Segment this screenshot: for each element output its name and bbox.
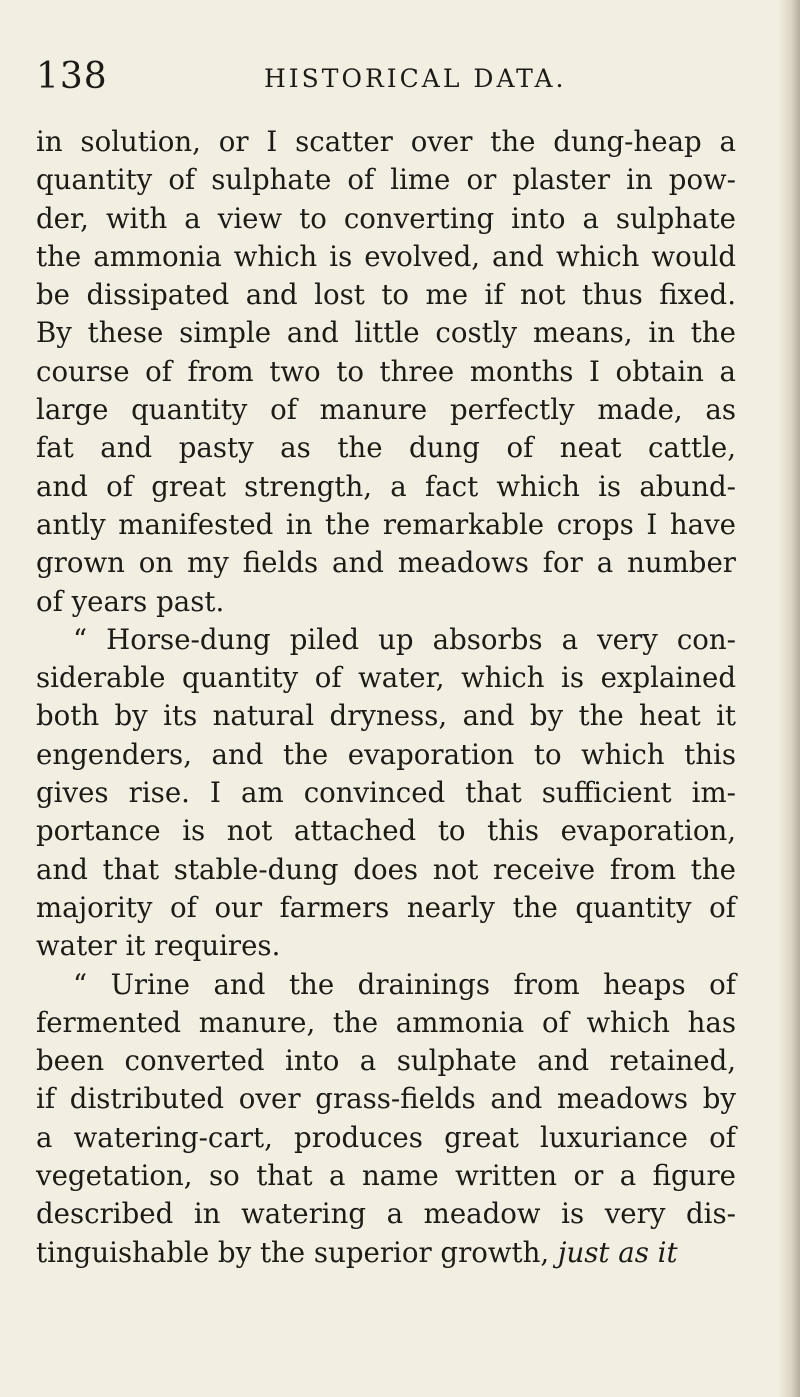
text-line: fermented manure, the ammonia of which has [36, 1005, 736, 1039]
body-text [36, 123, 736, 1272]
text-line: large quantity of manure perfectly made, as [36, 393, 736, 427]
paragraph-end-line: water it requires. [36, 929, 281, 963]
text-line: quantity of sulphate of lime or plaster in pow- [36, 163, 736, 197]
text-line: portance is not attached to this evaporation, [36, 814, 736, 848]
paragraph-start-line: “ Urine and the drainings from heaps of [73, 967, 736, 1001]
text-line: in solution, or I scatter over the dung-heap a [36, 125, 736, 158]
text-line: engenders, and the evaporation to which this [36, 737, 736, 771]
page-edge-shadow [778, 0, 800, 1397]
text-line: vegetation, so that a name written or a figure [36, 1159, 736, 1193]
final-line-italic: just as it [557, 1235, 678, 1269]
text-line: the ammonia which is evolved, and which would [36, 239, 736, 273]
page-header [36, 52, 736, 102]
final-text-line [36, 1234, 736, 1272]
text-line: grown on my fields and meadows for a number [36, 546, 736, 580]
running-head: HISTORICAL DATA. [264, 64, 567, 93]
text-line: and that stable-dung does not receive from the [36, 852, 736, 886]
text-line: antly manifested in the remarkable crops I have [36, 507, 736, 541]
final-line-roman: tinguishable by the superior growth, [36, 1235, 550, 1269]
text-line: siderable quantity of water, which is explained [36, 661, 736, 695]
text-line: described in watering a meadow is very dis- [36, 1197, 736, 1231]
text-line: been converted into a sulphate and retained, [36, 1044, 736, 1078]
text-line: fat and pasty as the dung of neat cattle, [36, 431, 736, 465]
text-line: By these simple and little costly means, in the [36, 316, 736, 350]
text-line: a watering-cart, produces great luxuriance of [36, 1120, 736, 1154]
page-number: 138 [36, 56, 108, 97]
text-line: majority of our farmers nearly the quantity of [36, 890, 736, 924]
text-line: if distributed over grass-fields and meadows by [36, 1082, 736, 1116]
paragraph-start-line: “ Horse-dung piled up absorbs a very con- [73, 622, 736, 656]
text-line: gives rise. I am convinced that sufficient im- [36, 776, 736, 810]
text-line: course of from two to three months I obtain a [36, 354, 736, 388]
text-line: be dissipated and lost to me if not thus fixed. [36, 278, 736, 312]
text-line: both by its natural dryness, and by the heat it [36, 699, 736, 733]
text-line: and of great strength, a fact which is abund- [36, 469, 736, 503]
paragraph-end-line: of years past. [36, 584, 225, 618]
text-line: der, with a view to converting into a sulphate [36, 201, 736, 235]
